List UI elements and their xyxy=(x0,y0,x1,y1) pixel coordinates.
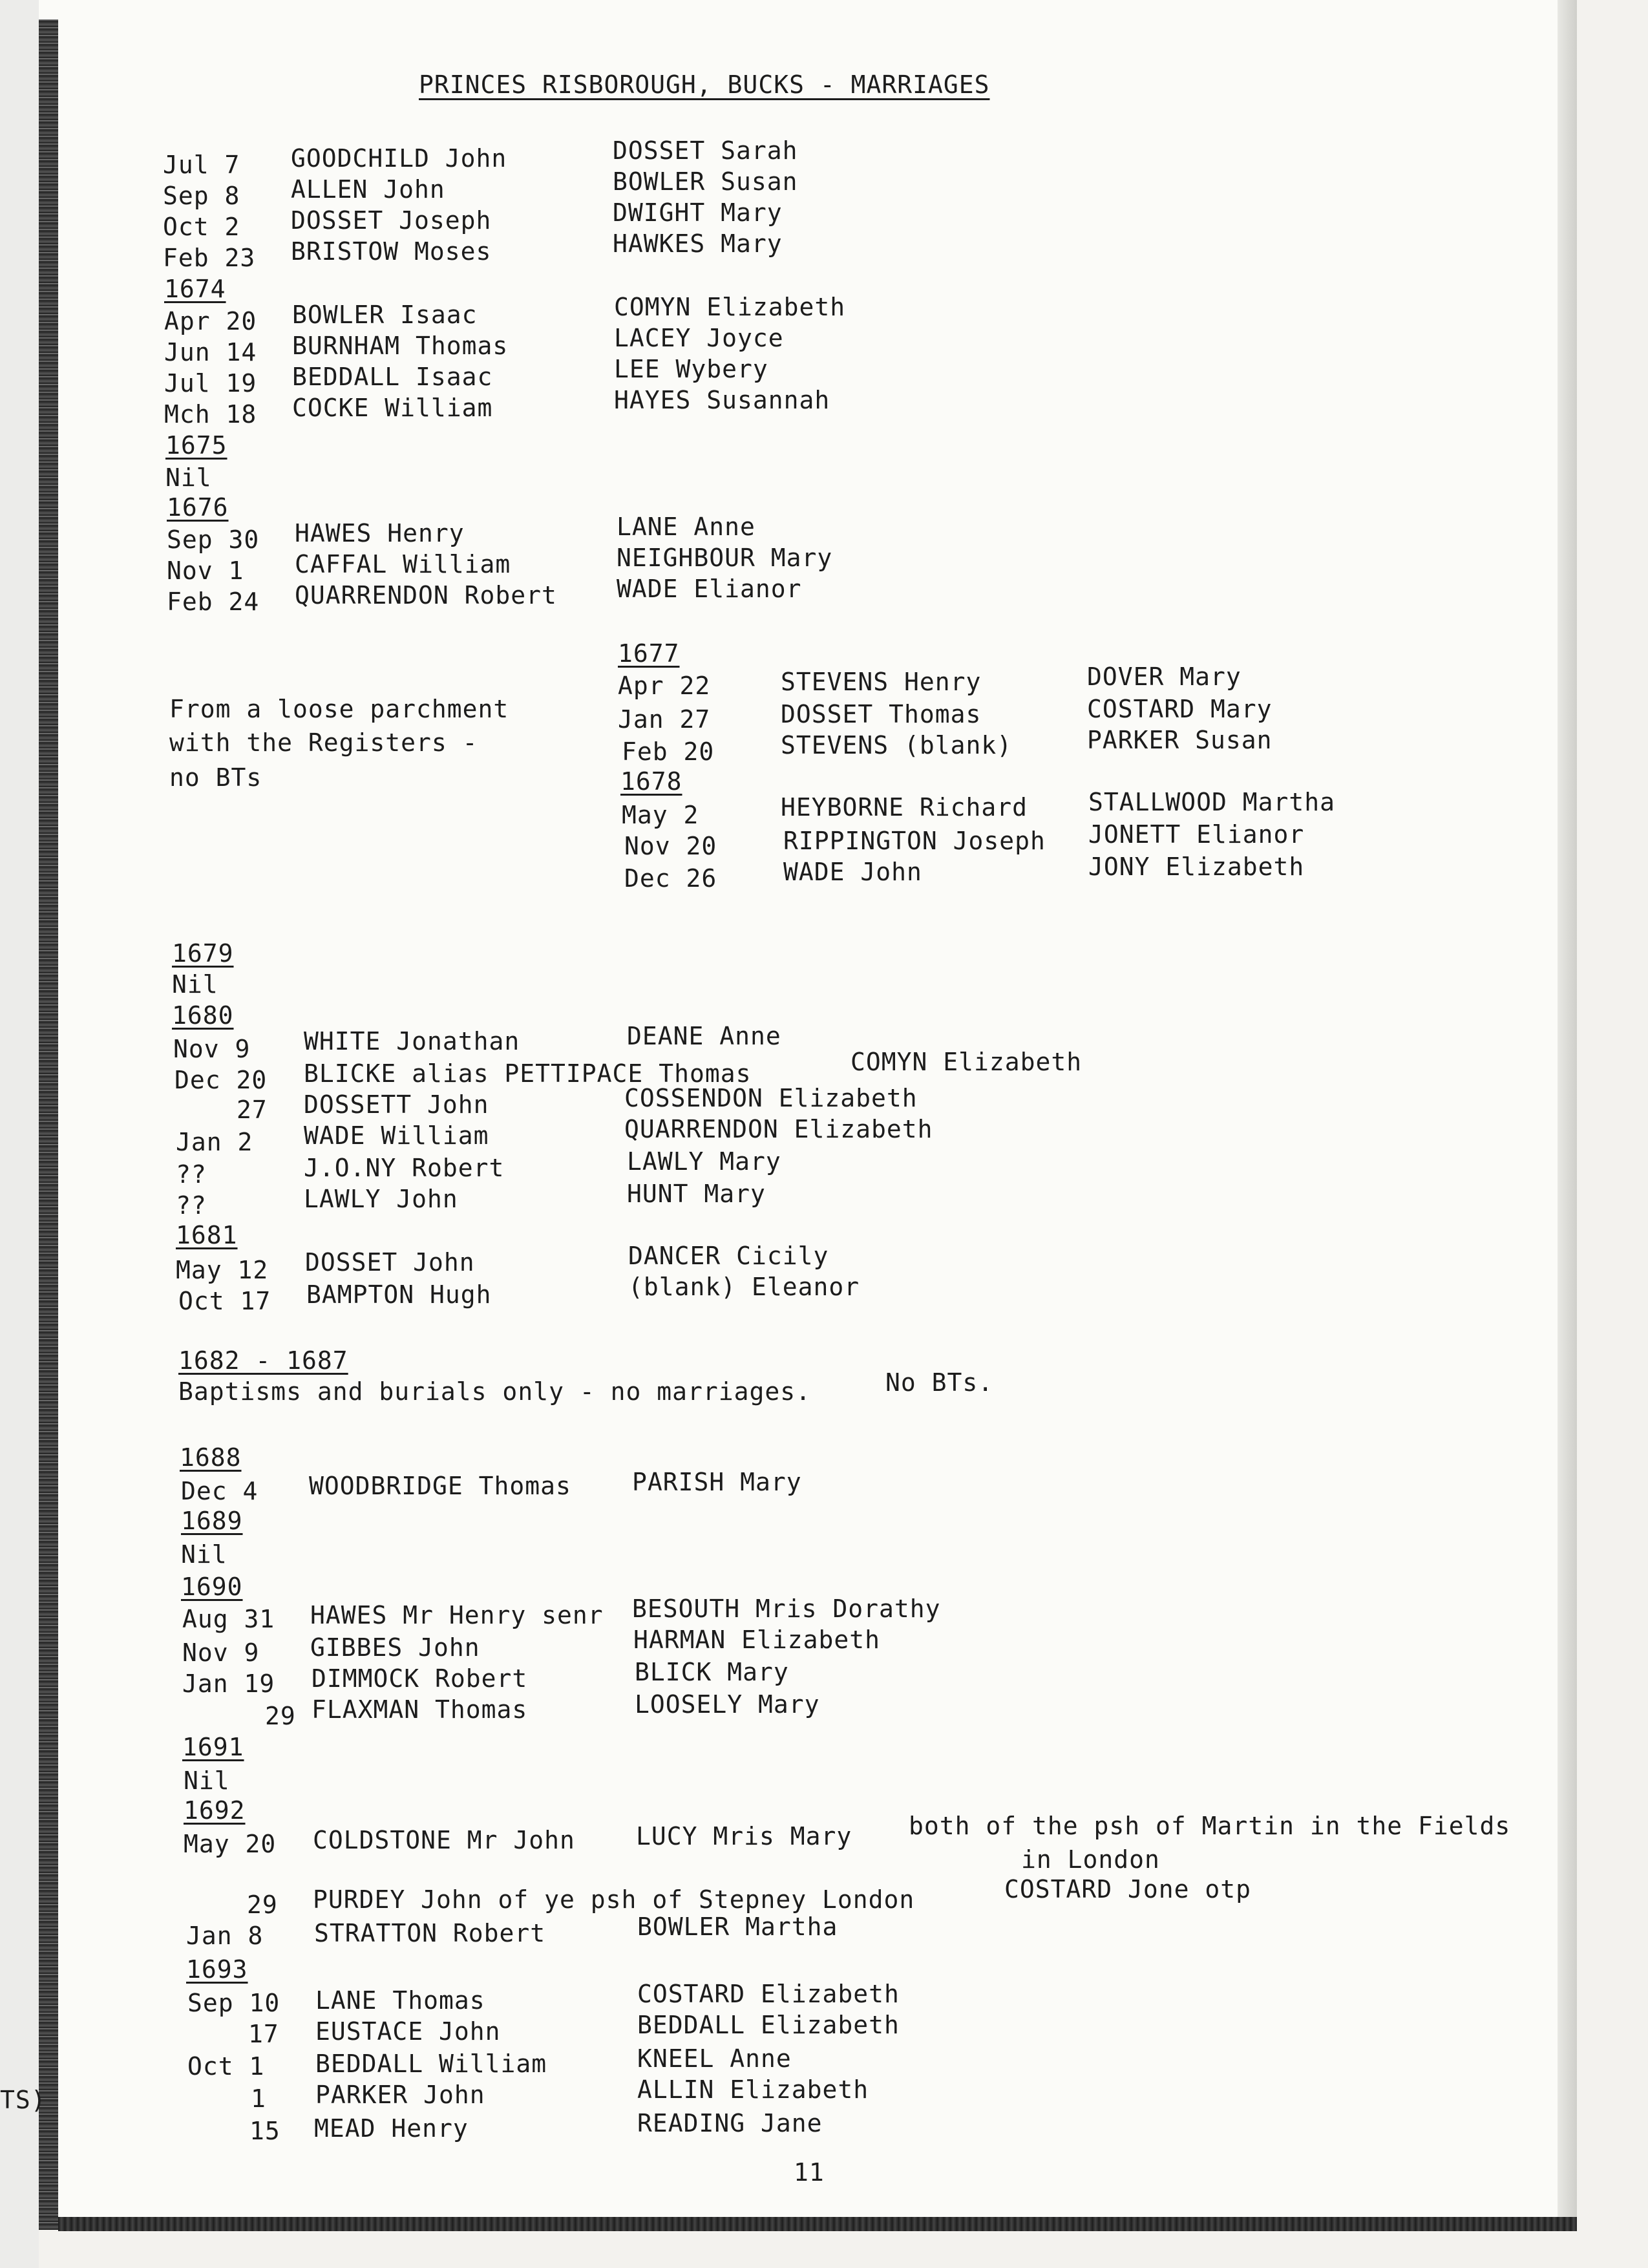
entry-date: Sep 30 xyxy=(167,525,260,554)
entry-bride: LUCY Mris Mary xyxy=(636,1822,852,1850)
entry-bride: JONY Elizabeth xyxy=(1088,853,1305,881)
entry-bride: HARMAN Elizabeth xyxy=(633,1626,881,1654)
entry-bride: BESOUTH Mris Dorathy xyxy=(632,1595,941,1623)
entry-groom: PURDEY John of ye psh of Stepney London xyxy=(313,1885,915,1914)
year-heading: 1689 xyxy=(181,1507,243,1535)
entry-date: Oct 2 xyxy=(163,213,240,241)
entry-bride: COMYN Elizabeth xyxy=(850,1048,1083,1076)
entry-groom: FLAXMAN Thomas xyxy=(312,1695,528,1724)
entry-groom: DOSSET John xyxy=(305,1248,475,1277)
entry-date: Nov 9 xyxy=(182,1638,260,1667)
entry-date: Apr 20 xyxy=(164,307,257,335)
entry-groom: WADE John xyxy=(783,858,922,886)
note-line: no BTs xyxy=(169,763,262,792)
entry-date: Dec 4 xyxy=(181,1477,259,1505)
entry-bride: LACEY Joyce xyxy=(614,324,784,352)
year-heading: 1681 xyxy=(176,1221,238,1249)
entry-groom: GIBBES John xyxy=(310,1633,480,1662)
entry-date: 29 xyxy=(247,1891,278,1919)
year-heading: 1677 xyxy=(618,639,680,668)
entry-bride: READING Jane xyxy=(637,2109,823,2137)
entry-bride: BOWLER Susan xyxy=(613,167,798,196)
entry-bride: KNEEL Anne xyxy=(637,2044,792,2073)
entry-date: 27 xyxy=(237,1096,268,1124)
nil-label: Nil xyxy=(181,1540,227,1569)
entry-bride: HUNT Mary xyxy=(627,1180,766,1208)
nil-label: Nil xyxy=(165,463,212,492)
page-binding xyxy=(39,19,58,2230)
nil-label: Nil xyxy=(172,970,218,999)
entry-groom: MEAD Henry xyxy=(314,2114,469,2143)
entry-bride: BOWLER Martha xyxy=(637,1913,838,1941)
entry-bride: HAYES Susannah xyxy=(614,386,830,414)
entry-groom: DOSSET Joseph xyxy=(291,206,492,235)
entry-date: Dec 20 xyxy=(174,1066,268,1094)
entry-bride: NEIGHBOUR Mary xyxy=(617,544,833,572)
entry-bride: LAWLY Mary xyxy=(627,1147,781,1176)
entry-groom: BAMPTON Hugh xyxy=(306,1280,492,1309)
entry-groom: BRISTOW Moses xyxy=(291,237,492,266)
entry-groom: CAFFAL William xyxy=(295,550,511,578)
entry-date: Jul 7 xyxy=(163,151,240,179)
entry-groom: WHITE Jonathan xyxy=(304,1027,520,1055)
entry-date: Sep 10 xyxy=(187,1989,280,2017)
entry-groom: STEVENS (blank) xyxy=(781,731,1013,759)
entry-groom: ALLEN John xyxy=(291,175,445,204)
year-heading: 1680 xyxy=(172,1001,234,1030)
year-heading: 1678 xyxy=(620,767,682,796)
entry-date: Feb 20 xyxy=(622,737,715,766)
entry-date: Jan 2 xyxy=(176,1128,253,1156)
entry-date: Feb 24 xyxy=(167,588,260,616)
entry-groom: J.O.NY Robert xyxy=(304,1154,505,1182)
entry-note: both of the psh of Martin in the Fields xyxy=(909,1812,1511,1840)
year-heading: 1676 xyxy=(167,493,229,522)
section-note: Baptisms and burials only - no marriages. xyxy=(178,1377,811,1406)
entry-date: ?? xyxy=(176,1191,207,1220)
entry-bride: DOSSET Sarah xyxy=(613,136,798,165)
entry-groom: COCKE William xyxy=(292,394,493,422)
year-heading: 1692 xyxy=(184,1796,246,1825)
entry-date: Nov 1 xyxy=(167,556,244,585)
entry-date: May 12 xyxy=(176,1256,269,1284)
entry-bride: QUARRENDON Elizabeth xyxy=(624,1115,933,1143)
entry-groom: BLICKE alias PETTIPACE Thomas xyxy=(304,1059,752,1088)
entry-bride: WADE Elianor xyxy=(617,575,802,603)
entry-groom: BEDDALL Isaac xyxy=(292,363,493,391)
entry-bride: DANCER Cicily xyxy=(628,1242,829,1270)
entry-date: Sep 8 xyxy=(163,182,240,210)
year-heading: 1682 - 1687 xyxy=(178,1346,348,1375)
entry-groom: WADE William xyxy=(304,1121,489,1150)
entry-bride: COSSENDON Elizabeth xyxy=(624,1084,918,1112)
entry-bride: (blank) Eleanor xyxy=(628,1273,860,1301)
page-number: 11 xyxy=(794,2158,825,2187)
year-heading: 1691 xyxy=(182,1733,244,1761)
year-heading: 1690 xyxy=(181,1573,243,1601)
entry-date: May 20 xyxy=(184,1830,277,1858)
section-note-bts: No BTs. xyxy=(885,1368,994,1397)
entry-bride: HAWKES Mary xyxy=(613,229,783,258)
entry-bride: DEANE Anne xyxy=(627,1022,781,1050)
entry-groom: LAWLY John xyxy=(304,1185,458,1213)
entry-groom: RIPPINGTON Joseph xyxy=(783,827,1046,855)
year-heading: 1675 xyxy=(165,431,227,460)
entry-bride: COSTARD Elizabeth xyxy=(637,1980,900,2008)
entry-bride: LEE Wybery xyxy=(614,355,768,383)
margin-fragment: TS) xyxy=(0,2086,47,2114)
entry-bride: COSTARD Jone otp xyxy=(1004,1875,1252,1903)
entry-date: Aug 31 xyxy=(182,1605,275,1633)
entry-bride: PARKER Susan xyxy=(1087,726,1273,754)
entry-date: Nov 20 xyxy=(624,832,717,860)
entry-groom: DOSSETT John xyxy=(304,1090,489,1119)
entry-groom: PARKER John xyxy=(315,2081,485,2109)
note-line: From a loose parchment xyxy=(169,695,509,723)
entry-bride: LANE Anne xyxy=(617,513,755,541)
entry-date: Jan 19 xyxy=(182,1669,275,1698)
entry-groom: GOODCHILD John xyxy=(291,144,507,173)
entry-groom: COLDSTONE Mr John xyxy=(313,1826,575,1854)
entry-date: Feb 23 xyxy=(163,244,256,272)
entry-bride: COSTARD Mary xyxy=(1087,695,1273,723)
entry-bride: BEDDALL Elizabeth xyxy=(637,2011,900,2039)
entry-groom: EUSTACE John xyxy=(315,2017,501,2046)
entry-groom: STEVENS Henry xyxy=(781,668,982,696)
entry-bride: DWIGHT Mary xyxy=(613,198,783,227)
entry-bride: DOVER Mary xyxy=(1087,662,1241,691)
entry-date: ?? xyxy=(176,1160,207,1189)
entry-bride: ALLIN Elizabeth xyxy=(637,2075,869,2104)
entry-groom: HEYBORNE Richard xyxy=(781,793,1028,821)
entry-bride: COMYN Elizabeth xyxy=(614,293,846,321)
entry-bride: PARISH Mary xyxy=(632,1468,802,1496)
page-title: PRINCES RISBOROUGH, BUCKS - MARRIAGES xyxy=(419,70,990,99)
entry-date: Jul 19 xyxy=(164,369,257,397)
page-bottom-edge xyxy=(58,2217,1577,2231)
entry-date: Jun 14 xyxy=(164,338,257,366)
entry-date: Dec 26 xyxy=(624,864,717,893)
entry-bride: STALLWOOD Martha xyxy=(1088,788,1336,816)
entry-groom: BOWLER Isaac xyxy=(292,301,478,329)
entry-bride: LOOSELY Mary xyxy=(635,1690,820,1719)
entry-date: Nov 9 xyxy=(173,1035,251,1063)
entry-date: 17 xyxy=(248,2020,279,2048)
entry-date: May 2 xyxy=(622,801,699,829)
year-heading: 1693 xyxy=(186,1955,248,1984)
entry-date: Mch 18 xyxy=(164,400,257,429)
entry-groom: WOODBRIDGE Thomas xyxy=(309,1472,571,1500)
scan-margin xyxy=(0,0,39,2268)
entry-groom: BEDDALL William xyxy=(315,2050,547,2078)
entry-date: 15 xyxy=(249,2117,280,2145)
year-heading: 1679 xyxy=(172,939,234,968)
entry-groom: LANE Thomas xyxy=(315,1986,485,2015)
entry-groom: DOSSET Thomas xyxy=(781,700,982,728)
entry-groom: HAWES Mr Henry senr xyxy=(310,1601,604,1629)
entry-date: 1 xyxy=(251,2084,266,2113)
entry-groom: QUARRENDON Robert xyxy=(295,581,557,609)
entry-groom: BURNHAM Thomas xyxy=(292,332,509,360)
note-line: with the Registers - xyxy=(169,728,478,757)
year-heading: 1674 xyxy=(164,275,226,303)
entry-date: Apr 22 xyxy=(618,672,711,700)
entry-note: in London xyxy=(1021,1845,1160,1874)
entry-date: Oct 1 xyxy=(187,2052,265,2081)
year-heading: 1688 xyxy=(180,1443,242,1472)
entry-groom: STRATTON Robert xyxy=(314,1919,546,1947)
entry-bride: BLICK Mary xyxy=(635,1658,789,1686)
entry-date: Jan 27 xyxy=(618,705,711,734)
entry-date: Oct 17 xyxy=(178,1287,271,1315)
entry-date: 29 xyxy=(265,1702,296,1730)
entry-groom: DIMMOCK Robert xyxy=(312,1664,528,1693)
entry-groom: HAWES Henry xyxy=(295,519,465,547)
page-right-edge xyxy=(1558,0,1577,2230)
nil-label: Nil xyxy=(184,1766,230,1795)
entry-date: Jan 8 xyxy=(186,1922,264,1950)
entry-bride: JONETT Elianor xyxy=(1088,820,1305,849)
